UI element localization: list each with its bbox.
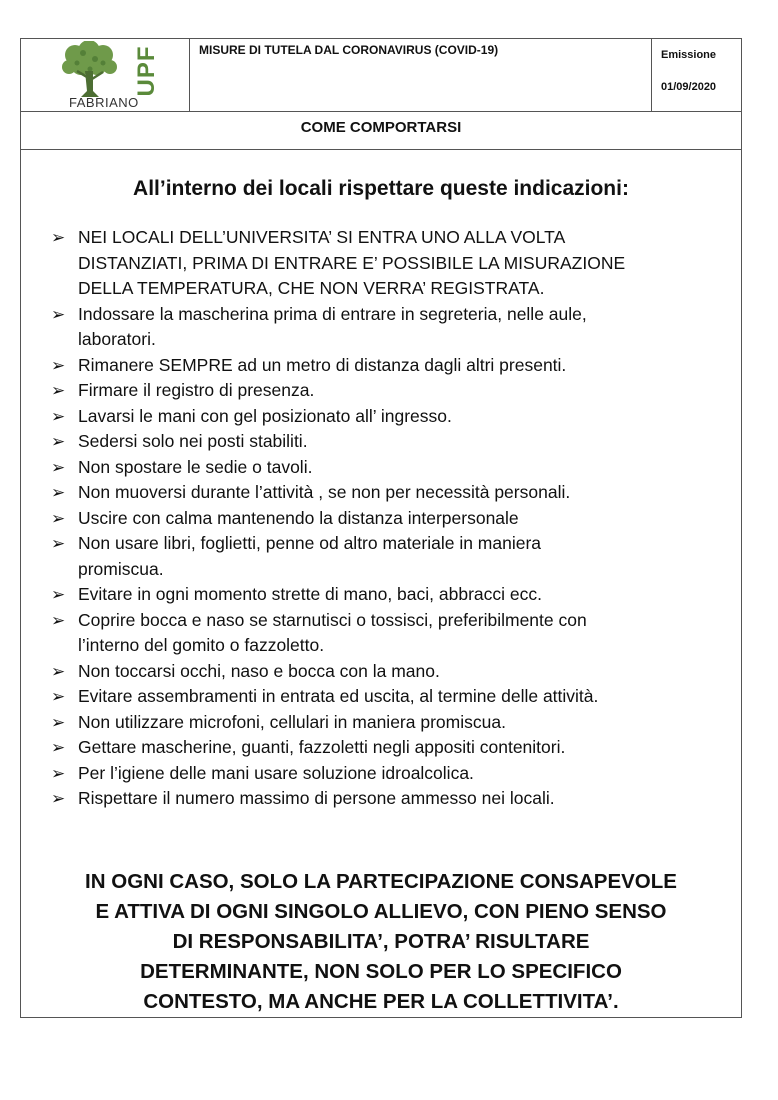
- closing-line: DI RESPONSABILITA’, POTRA’ RISULTARE: [172, 930, 590, 953]
- rule-line: Per l’igiene delle mani usare soluzione idroalcolica.: [78, 762, 474, 783]
- arrow-bullet-icon: ➢: [51, 789, 66, 808]
- logo-brand-text: UPF: [133, 45, 160, 97]
- tree-logo-icon: [55, 41, 135, 99]
- rule-item: [51, 735, 721, 761]
- rule-line: Non muoversi durante l’attività , se non per necessità personali.: [78, 482, 571, 502]
- logo-city: FABRIANO: [69, 95, 139, 110]
- rule-line: Rispettare il numero massimo di persone ammesso nei locali.: [78, 788, 555, 808]
- arrow-bullet-icon: ➢: [51, 228, 66, 247]
- rule-item: [51, 480, 721, 506]
- document-header: [21, 39, 741, 112]
- logo-brand: [133, 43, 160, 99]
- rule-line: Indossare la mascherina prima di entrare in segreteria, nelle aule,: [78, 303, 587, 324]
- issue-label: Emissione: [661, 49, 717, 61]
- issue-date: 01/09/2020: [661, 81, 717, 93]
- rule-item: [51, 378, 721, 404]
- rule-line: Sedersi solo nei posti stabiliti.: [78, 431, 308, 451]
- rule-item: [51, 684, 721, 710]
- issue-cell: [651, 39, 741, 111]
- rule-item: [51, 761, 721, 787]
- rule-line: Evitare assembramenti in entrata ed uscita, al termine delle attività.: [78, 686, 599, 706]
- rule-line: Non toccarsi occhi, naso e bocca con la mano.: [78, 660, 440, 681]
- rule-item: [51, 225, 721, 302]
- rule-item: [51, 302, 721, 353]
- title-cell: [189, 39, 652, 111]
- closing-line: E ATTIVA DI OGNI SINGOLO ALLIEVO, CON PIENO SENSO: [95, 900, 667, 923]
- rule-item: [51, 455, 721, 481]
- arrow-bullet-icon: ➢: [51, 610, 66, 630]
- arrow-bullet-icon: ➢: [51, 381, 66, 400]
- rule-line: Non utilizzare microfoni, cellulari in maniera promiscua.: [78, 711, 506, 732]
- rule-item: [51, 786, 721, 812]
- rule-item: [51, 531, 721, 582]
- arrow-bullet-icon: ➢: [51, 687, 66, 706]
- closing-line: CONTESTO, MA ANCHE PER LA COLLETTIVITA’.: [143, 990, 619, 1013]
- section-title: COME COMPORTARSI: [300, 119, 462, 136]
- closing-statement: [21, 867, 741, 1017]
- document-title: MISURE DI TUTELA DAL CORONAVIRUS (COVID-19): [199, 43, 499, 57]
- arrow-bullet-icon: ➢: [51, 661, 66, 681]
- section-header: [21, 111, 741, 150]
- rule-line: Evitare in ogni momento strette di mano, baci, abbracci ecc.: [78, 584, 542, 604]
- rule-line: Non usare libri, foglietti, penne od altro materiale in maniera: [78, 533, 542, 553]
- arrow-bullet-icon: ➢: [51, 534, 66, 553]
- arrow-bullet-icon: ➢: [51, 406, 66, 426]
- rule-item: [51, 582, 721, 608]
- rule-item: [51, 506, 721, 532]
- rule-line: laboratori.: [78, 329, 156, 349]
- rule-item: [51, 608, 721, 659]
- arrow-bullet-icon: ➢: [51, 508, 66, 528]
- rule-line: Coprire bocca e naso se starnutisci o tossisci, preferibilmente con: [78, 609, 587, 630]
- arrow-bullet-icon: ➢: [51, 355, 66, 375]
- arrow-bullet-icon: ➢: [51, 304, 66, 324]
- arrow-bullet-icon: ➢: [51, 432, 66, 451]
- rule-line: DISTANZIATI, PRIMA DI ENTRARE E’ POSSIBILE LA MISURAZIONE: [78, 252, 626, 273]
- rules-list: [51, 225, 721, 812]
- rule-line: Rimanere SEMPRE ad un metro di distanza dagli altri presenti.: [78, 354, 567, 375]
- arrow-bullet-icon: ➢: [51, 457, 66, 477]
- rule-line: Firmare il registro di presenza.: [78, 380, 315, 400]
- arrow-bullet-icon: ➢: [51, 712, 66, 732]
- rule-line: Lavarsi le mani con gel posizionato all’ ingresso.: [78, 405, 452, 426]
- arrow-bullet-icon: ➢: [51, 483, 66, 502]
- rule-line: Non spostare le sedie o tavoli.: [78, 456, 313, 477]
- rule-line: NEI LOCALI DELL’UNIVERSITA’ SI ENTRA UNO ALLA VOLTA: [78, 227, 566, 247]
- rule-line: DELLA TEMPERATURA, CHE NON VERRA’ REGISTRATA.: [78, 278, 545, 298]
- closing-line: DETERMINANTE, NON SOLO PER LO SPECIFICO: [140, 960, 622, 983]
- arrow-bullet-icon: ➢: [51, 585, 66, 604]
- rule-item: [51, 429, 721, 455]
- rule-line: Uscire con calma mantenendo la distanza interpersonale: [78, 507, 519, 528]
- rule-item: [51, 710, 721, 736]
- document-sheet: [20, 38, 742, 1018]
- rule-line: l’interno del gomito o fazzoletto.: [78, 635, 325, 655]
- rule-item: [51, 353, 721, 379]
- rule-item: [51, 659, 721, 685]
- closing-line: IN OGNI CASO, SOLO LA PARTECIPAZIONE CONSAPEVOLE: [85, 870, 677, 893]
- rule-line: promiscua.: [78, 558, 164, 579]
- main-heading: All’interno dei locali rispettare queste indicazioni:: [133, 177, 629, 200]
- logo-cell: [21, 39, 190, 111]
- rule-line: Gettare mascherine, guanti, fazzoletti negli appositi contenitori.: [78, 737, 566, 757]
- arrow-bullet-icon: ➢: [51, 763, 66, 783]
- arrow-bullet-icon: ➢: [51, 738, 66, 757]
- rule-item: [51, 404, 721, 430]
